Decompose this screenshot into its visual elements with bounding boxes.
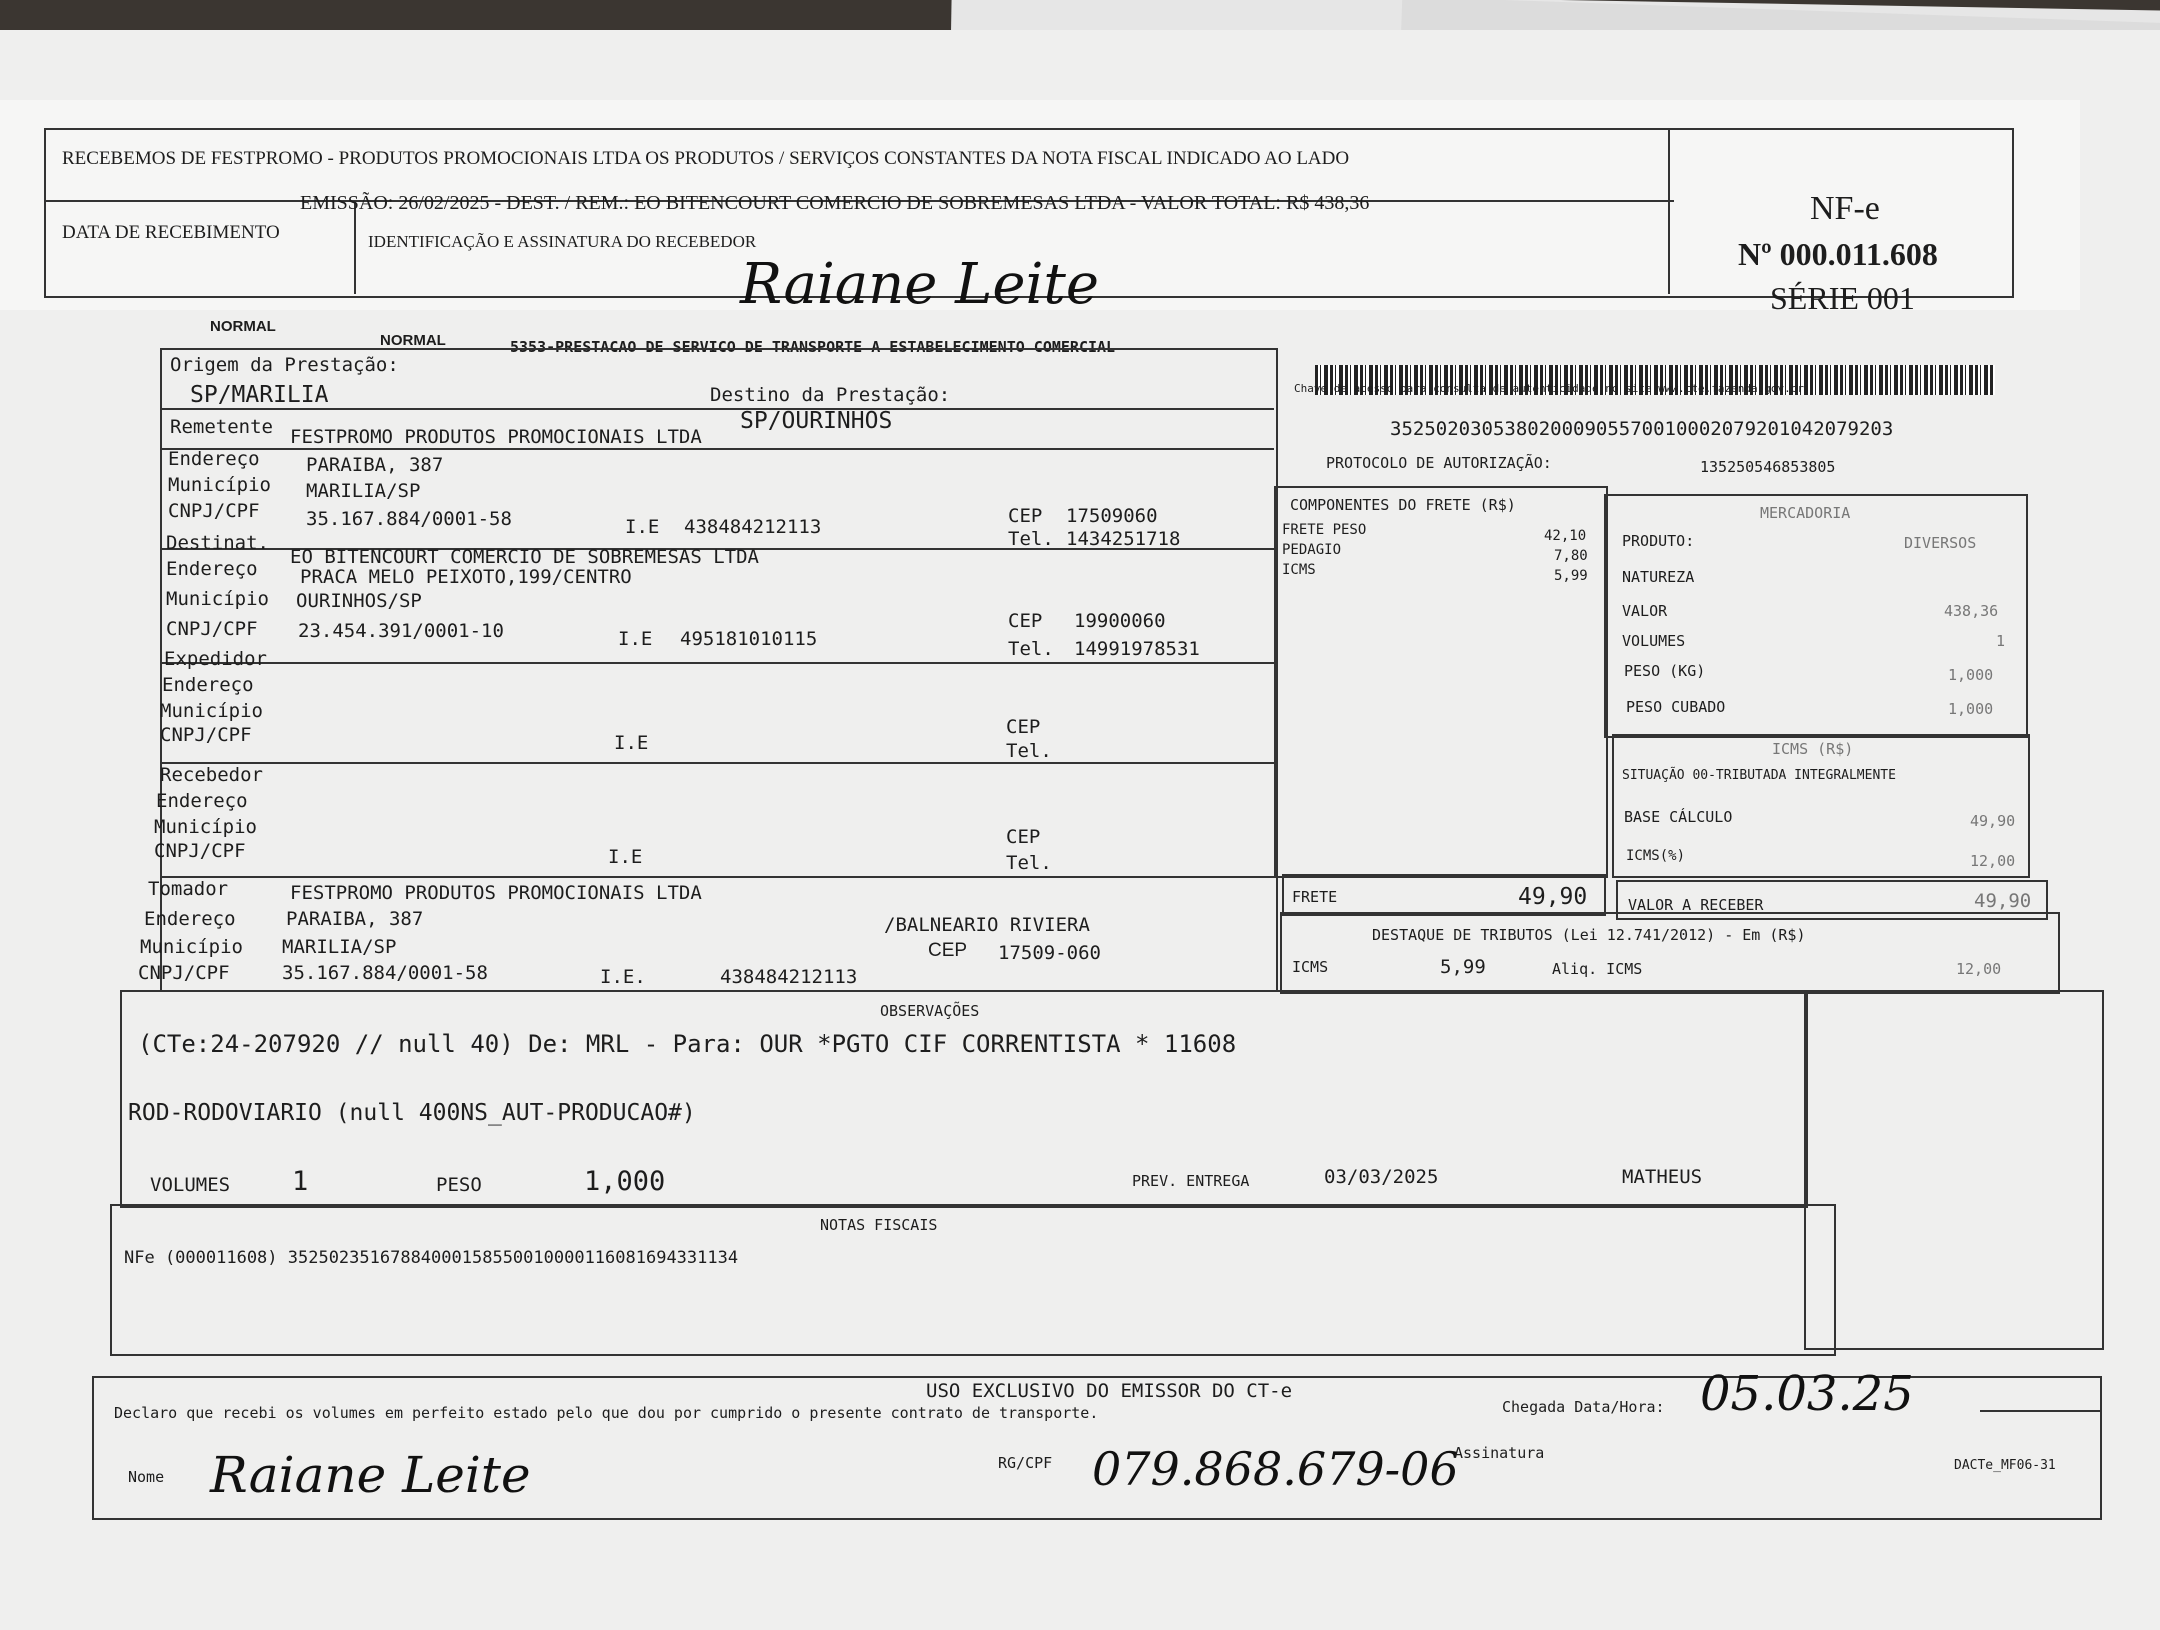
- natureza-label: NATUREZA: [1622, 568, 1695, 586]
- destinatario-cep-label: CEP: [1008, 610, 1043, 632]
- divider: [160, 762, 1274, 764]
- observacoes-line2: ROD-RODOVIARIO (null 400NS_AUT-PRODUCAO#): [128, 1100, 696, 1126]
- destinatario-cnpj: 23.454.391/0001-10: [298, 620, 504, 642]
- remetente-ie: 438484212113: [684, 516, 822, 538]
- cfop-label: 5353-PRESTACAO DE SERVICO DE TRANSPORTE A ESTABELECIMENTO COMERCIAL: [510, 338, 1116, 356]
- componente-label: PEDAGIO: [1282, 542, 1342, 558]
- divider: [160, 876, 1274, 878]
- remetente-label: Remetente: [170, 416, 273, 438]
- nome-signature: Raiane Leite: [210, 1446, 531, 1504]
- divider: [160, 448, 1274, 450]
- expedidor-cep-label: CEP: [1006, 716, 1041, 738]
- componente-label: FRETE PESO: [1282, 522, 1367, 538]
- destinatario-endereco: PRACA MELO PEIXOTO,199/CENTRO: [300, 566, 632, 588]
- obs-volumes-value: 1: [292, 1166, 309, 1197]
- tipo-servico-normal: NORMAL: [380, 332, 446, 349]
- peso-cubado-label: PESO CUBADO: [1626, 698, 1726, 716]
- data-recebimento-label: DATA DE RECEBIMENTO: [62, 222, 280, 243]
- expedidor-ie-label: I.E: [614, 732, 649, 754]
- componente-value: 7,80: [1554, 548, 1588, 564]
- declaro-text: Declaro que recebi os volumes em perfeito estado pelo que dou por cumprido o presente contrato de transporte.: [114, 1404, 1099, 1422]
- remetente-cnpj-label: CNPJ/CPF: [168, 500, 260, 522]
- base-calculo-label: BASE CÁLCULO: [1624, 808, 1733, 826]
- tomador-cep: 17509-060: [998, 942, 1101, 964]
- nfe-serie: SÉRIE 001: [1770, 280, 1915, 316]
- remetente-municipio-label: Município: [168, 474, 271, 496]
- tomador-bairro: /BALNEARIO RIVIERA: [884, 914, 1090, 936]
- prev-entrega-value: 03/03/2025: [1324, 1166, 1439, 1188]
- componente-value: 42,10: [1544, 528, 1587, 544]
- destinatario-tel-label: Tel.: [1008, 638, 1054, 660]
- remetente-cep: 17509060: [1066, 505, 1158, 527]
- chegada-line: [1980, 1410, 2100, 1412]
- mercadoria-title: MERCADORIA: [1760, 504, 1851, 522]
- tributos-title: DESTAQUE DE TRIBUTOS (Lei 12.741/2012) - Em (R$): [1372, 926, 1806, 944]
- notas-line: NFe (000011608) 35250235167884000158550010000116081694331134: [124, 1248, 739, 1268]
- observacoes-line1: (CTe:24-207920 // null 40) De: MRL - Para: OUR *PGTO CIF CORRENTISTA * 11608: [138, 1030, 1237, 1058]
- valor-label: VALOR: [1622, 602, 1668, 620]
- expedidor-label: Expedidor: [164, 648, 267, 670]
- nome-label: Nome: [128, 1468, 165, 1486]
- peso-cubado-value: 1,000: [1948, 700, 1994, 718]
- tomador-ie: 438484212113: [720, 966, 858, 988]
- observacoes-title: OBSERVAÇÕES: [880, 1002, 980, 1020]
- destinatario-tel: 14991978531: [1074, 638, 1200, 660]
- chegada-label: Chegada Data/Hora:: [1502, 1398, 1665, 1416]
- recebedor-cep-label: CEP: [1006, 826, 1041, 848]
- uso-exclusivo-title: USO EXCLUSIVO DO EMISSOR DO CT-e: [926, 1380, 1293, 1402]
- icms-situacao: SITUAÇÃO 00-TRIBUTADA INTEGRALMENTE: [1622, 768, 1896, 783]
- tomador-municipio: MARILIA/SP: [282, 936, 397, 958]
- recebedor-municipio-label: Município: [154, 816, 257, 838]
- tomador-cnpj: 35.167.884/0001-58: [282, 962, 488, 984]
- componentes-title: COMPONENTES DO FRETE (R$): [1290, 496, 1516, 514]
- recebedor-label: Recebedor: [160, 764, 263, 786]
- obs-peso-value: 1,000: [584, 1166, 666, 1197]
- stub-signature: Raiane Leite: [740, 252, 1100, 317]
- tributos-icms-label: ICMS: [1292, 958, 1329, 976]
- divider: [160, 408, 1274, 410]
- destinatario-municipio-label: Município: [166, 588, 269, 610]
- valor-value: 438,36: [1944, 602, 1999, 620]
- recebedor-tel-label: Tel.: [1006, 852, 1052, 874]
- chave-acesso-value: 35250203053802000905570010002079201042079203: [1390, 418, 1894, 440]
- destino-value: SP/OURINHOS: [740, 408, 893, 434]
- peso-label: PESO (KG): [1624, 662, 1706, 680]
- expedidor-municipio-label: Município: [160, 700, 263, 722]
- destino-label: Destino da Prestação:: [710, 384, 951, 406]
- observacoes-frame: [120, 990, 1808, 1208]
- tributos-frame: [1280, 912, 2060, 994]
- divider: [160, 662, 1274, 664]
- protocolo-value: 135250546853805: [1700, 458, 1836, 476]
- expedidor-cnpj-label: CNPJ/CPF: [160, 724, 252, 746]
- remetente-tel: 1434251718: [1066, 528, 1181, 550]
- protocolo-label: PROTOCOLO DE AUTORIZAÇÃO:: [1326, 454, 1552, 472]
- chegada-handwritten: 05.03.25: [1700, 1366, 1914, 1422]
- expedidor-tel-label: Tel.: [1006, 740, 1052, 762]
- identificacao-label: IDENTIFICAÇÃO E ASSINATURA DO RECEBEDOR: [368, 232, 757, 251]
- tributos-aliq-label: Aliq. ICMS: [1552, 960, 1643, 978]
- origem-value: SP/MARILIA: [190, 382, 329, 408]
- remetente-cep-label: CEP: [1008, 505, 1043, 527]
- componente-label: ICMS: [1282, 562, 1316, 578]
- destinatario-cnpj-label: CNPJ/CPF: [166, 618, 258, 640]
- stub-header-line1: RECEBEMOS DE FESTPROMO - PRODUTOS PROMOCIONAIS LTDA OS PRODUTOS / SERVIÇOS CONSTANTES DA NOTA FISCAL INDICADO AO LADO: [62, 148, 1350, 169]
- destinatario-nome: EO BITENCOURT COMERCIO DE SOBREMESAS LTDA: [290, 546, 759, 568]
- icms-aliq-label: ICMS(%): [1626, 848, 1686, 864]
- volumes-value: 1: [1996, 632, 2006, 650]
- peso-value: 1,000: [1948, 666, 1994, 684]
- remetente-endereco-label: Endereço: [168, 448, 260, 470]
- motorista-name: MATHEUS: [1622, 1166, 1703, 1188]
- obs-peso-label: PESO: [436, 1174, 482, 1196]
- remetente-municipio: MARILIA/SP: [306, 480, 421, 502]
- destinatario-ie-label: I.E: [618, 628, 653, 650]
- assinatura-label: Assinatura: [1454, 1444, 1545, 1462]
- tomador-cep-label: CEP: [928, 940, 968, 961]
- tomador-municipio-label: Município: [140, 936, 243, 958]
- tomador-endereco-label: Endereço: [144, 908, 236, 930]
- remetente-nome: FESTPROMO PRODUTOS PROMOCIONAIS LTDA: [290, 426, 702, 448]
- tomador-cnpj-label: CNPJ/CPF: [138, 962, 230, 984]
- base-calculo-value: 49,90: [1970, 812, 2016, 830]
- notas-title: NOTAS FISCAIS: [820, 1216, 938, 1234]
- remetente-endereco: PARAIBA, 387: [306, 454, 444, 476]
- origem-label: Origem da Prestação:: [170, 354, 399, 376]
- frete-label: FRETE: [1292, 888, 1338, 906]
- remetente-tel-label: Tel.: [1008, 528, 1054, 550]
- destinatario-cep: 19900060: [1074, 610, 1166, 632]
- nfe-number: Nº 000.011.608: [1738, 236, 1938, 272]
- obs-volumes-label: VOLUMES: [150, 1174, 231, 1196]
- tomador-label: Tomador: [148, 878, 229, 900]
- valor-receber-label: VALOR A RECEBER: [1628, 896, 1764, 914]
- frete-value: 49,90: [1518, 884, 1588, 910]
- tomador-ie-label: I.E.: [600, 966, 646, 988]
- produto-value: DIVERSOS: [1904, 534, 1977, 552]
- nfe-label: NF-e: [1810, 190, 1880, 227]
- destinatario-endereco-label: Endereço: [166, 558, 258, 580]
- recebedor-cnpj-label: CNPJ/CPF: [154, 840, 246, 862]
- rg-handwritten: 079.868.679-06: [1092, 1442, 1459, 1496]
- side-blank-box: [1804, 990, 2104, 1350]
- divider: [1668, 128, 1670, 294]
- recebedor-endereco-label: Endereço: [156, 790, 248, 812]
- remetente-cnpj: 35.167.884/0001-58: [306, 508, 512, 530]
- destinatario-municipio: OURINHOS/SP: [296, 590, 422, 612]
- recebedor-ie-label: I.E: [608, 846, 643, 868]
- icms-aliq-value: 12,00: [1970, 852, 2016, 870]
- tipo-normal: NORMAL: [210, 318, 276, 335]
- produto-label: PRODUTO:: [1622, 532, 1695, 550]
- icms-title: ICMS (R$): [1772, 740, 1854, 758]
- tomador-nome: FESTPROMO PRODUTOS PROMOCIONAIS LTDA: [290, 882, 702, 904]
- volumes-label: VOLUMES: [1622, 632, 1686, 650]
- componente-value: 5,99: [1554, 568, 1588, 584]
- tomador-endereco: PARAIBA, 387: [286, 908, 424, 930]
- destinatario-label: Destinat.: [166, 532, 269, 554]
- valor-receber-value: 49,90: [1974, 890, 2032, 912]
- chave-acesso-label: Chave de acesso para consulta de autenticidade no site www.cte.fazenda.gov.br: [1294, 382, 1804, 395]
- expedidor-endereco-label: Endereço: [162, 674, 254, 696]
- notas-frame: [110, 1204, 1836, 1356]
- prev-entrega-label: PREV. ENTREGA: [1132, 1172, 1250, 1190]
- rg-label: RG/CPF: [998, 1454, 1053, 1472]
- tributos-icms-value: 5,99: [1440, 956, 1486, 978]
- tributos-aliq-value: 12,00: [1956, 960, 2002, 978]
- destinatario-ie: 495181010115: [680, 628, 818, 650]
- stub-header-line2: EMISSÃO: 26/02/2025 - DEST. / REM.: EO BITENCOURT COMERCIO DE SOBREMESAS LTDA - VALOR TOTAL: R$ 438,36: [300, 192, 1370, 214]
- remetente-ie-label: I.E: [625, 516, 660, 538]
- dacte-code: DACTe_MF06-31: [1954, 1458, 2056, 1473]
